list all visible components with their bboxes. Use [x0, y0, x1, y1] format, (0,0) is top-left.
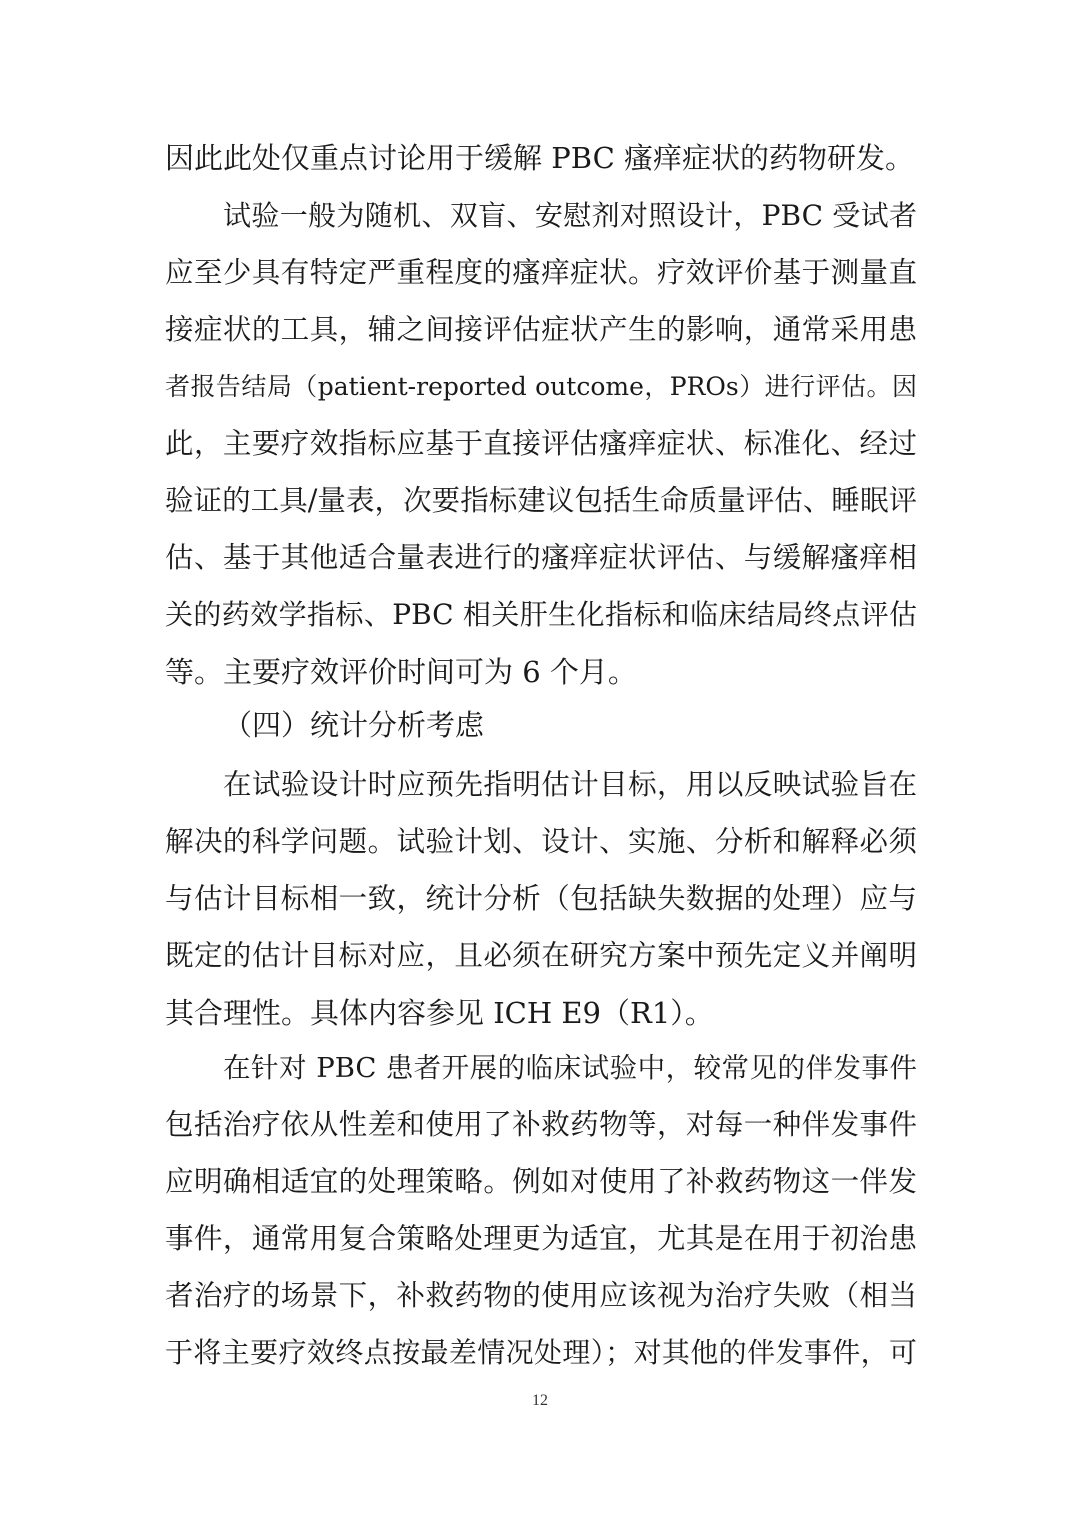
text-line: 者治疗的场景下，补救药物的使用应该视为治疗失败（相当	[165, 1279, 917, 1312]
page-number: 12	[532, 1392, 548, 1409]
text-line: 等。主要疗效评价时间可为 6 个月。	[165, 655, 637, 689]
text-line: 者报告结局（patient-reported outcome，PROs）进行评估。因	[165, 372, 917, 401]
text-line: 在针对 PBC 患者开展的临床试验中，较常见的伴发事件	[223, 1052, 917, 1084]
text-line: 包括治疗依从性差和使用了补救药物等，对每一种伴发事件	[165, 1108, 917, 1141]
section-heading: （四）统计分析考虑	[223, 708, 485, 742]
text-line: 估、基于其他适合量表进行的瘙痒症状评估、与缓解瘙痒相	[165, 541, 917, 574]
text-line: 因此此处仅重点讨论用于缓解 PBC 瘙痒症状的药物研发。	[165, 141, 914, 175]
text-line: 解决的科学问题。试验计划、设计、实施、分析和解释必须	[165, 825, 917, 858]
text-line: 既定的估计目标对应，且必须在研究方案中预先定义并阐明	[165, 939, 917, 972]
text-line: 应至少具有特定严重程度的瘙痒症状。疗效评价基于测量直	[165, 256, 917, 289]
text-line: 试验一般为随机、双盲、安慰剂对照设计，PBC 受试者	[223, 199, 917, 232]
text-line: 事件，通常用复合策略处理更为适宜，尤其是在用于初治患	[165, 1222, 917, 1255]
text-line: 其合理性。具体内容参见 ICH E9（R1）。	[165, 996, 714, 1030]
text-line: 于将主要疗效终点按最差情况处理）；对其他的伴发事件，可	[165, 1336, 917, 1369]
text-line: 与估计目标相一致，统计分析（包括缺失数据的处理）应与	[165, 882, 917, 915]
text-line: 验证的工具/量表，次要指标建议包括生命质量评估、睡眠评	[165, 484, 917, 517]
text-line: 此，主要疗效指标应基于直接评估瘙痒症状、标准化、经过	[165, 427, 917, 460]
text-line: 接症状的工具，辅之间接评估症状产生的影响，通常采用患	[165, 313, 917, 346]
text-line: 关的药效学指标、PBC 相关肝生化指标和临床结局终点评估	[165, 598, 917, 631]
text-line: 在试验设计时应预先指明估计目标，用以反映试验旨在	[223, 768, 917, 801]
text-line: 应明确相适宜的处理策略。例如对使用了补救药物这一伴发	[165, 1165, 917, 1198]
